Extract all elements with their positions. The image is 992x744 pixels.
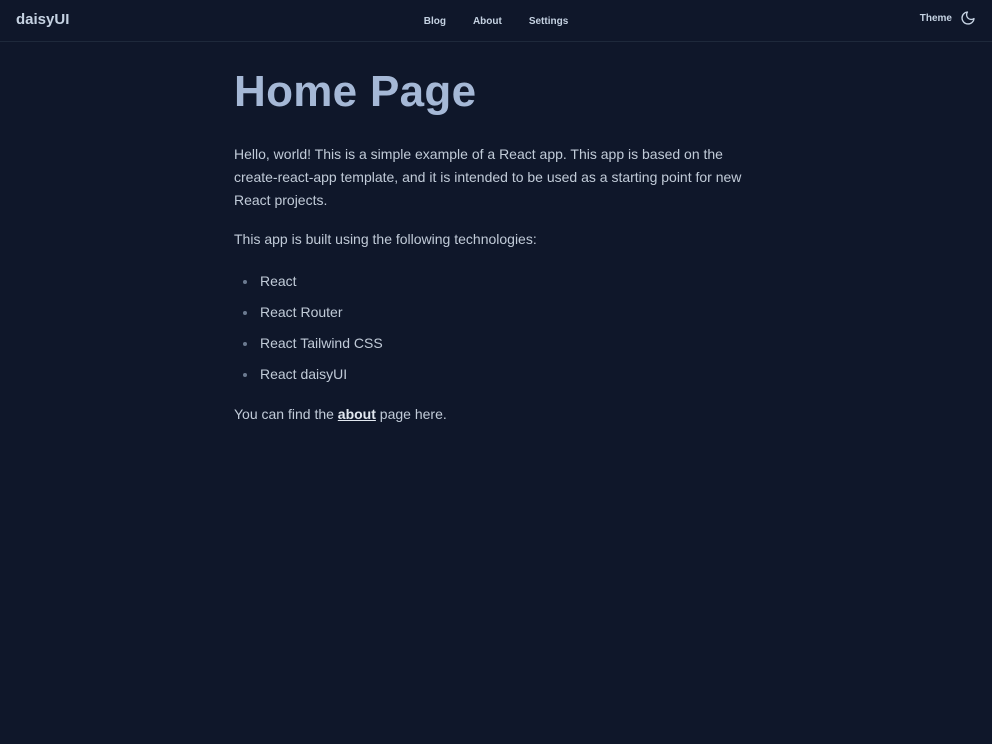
- navbar: [0, 0, 992, 42]
- list-item: React Tailwind CSS: [234, 328, 764, 359]
- nav-link-about[interactable]: About: [472, 15, 502, 27]
- about-suffix: page here.: [375, 406, 447, 422]
- intro-paragraph: Hello, world! This is a simple example of a React app. This app is based on the create-react-app template, and it is intended to be used as a starting point for new React projects.: [234, 146, 742, 208]
- theme-label[interactable]: Theme: [919, 12, 952, 24]
- theme-toggle[interactable]: [920, 10, 976, 26]
- list-item: React daisyUI: [234, 359, 764, 390]
- nav-link-settings[interactable]: Settings: [528, 15, 569, 27]
- page-title: Home Page: [234, 67, 477, 116]
- brand-logo[interactable]: daisyUI: [16, 11, 70, 28]
- list-item: React: [234, 266, 764, 297]
- about-paragraph: [234, 403, 764, 426]
- tech-intro: This app is built using the following technologies:: [234, 231, 537, 247]
- main-content: [234, 67, 764, 426]
- moon-icon[interactable]: [960, 10, 976, 26]
- nav-link-blog[interactable]: Blog: [423, 15, 446, 27]
- about-prefix: You can find the: [234, 406, 338, 422]
- nav-links: [0, 0, 992, 42]
- list-item: React Router: [234, 297, 764, 328]
- technology-list: [234, 266, 764, 390]
- about-link[interactable]: about: [337, 406, 376, 422]
